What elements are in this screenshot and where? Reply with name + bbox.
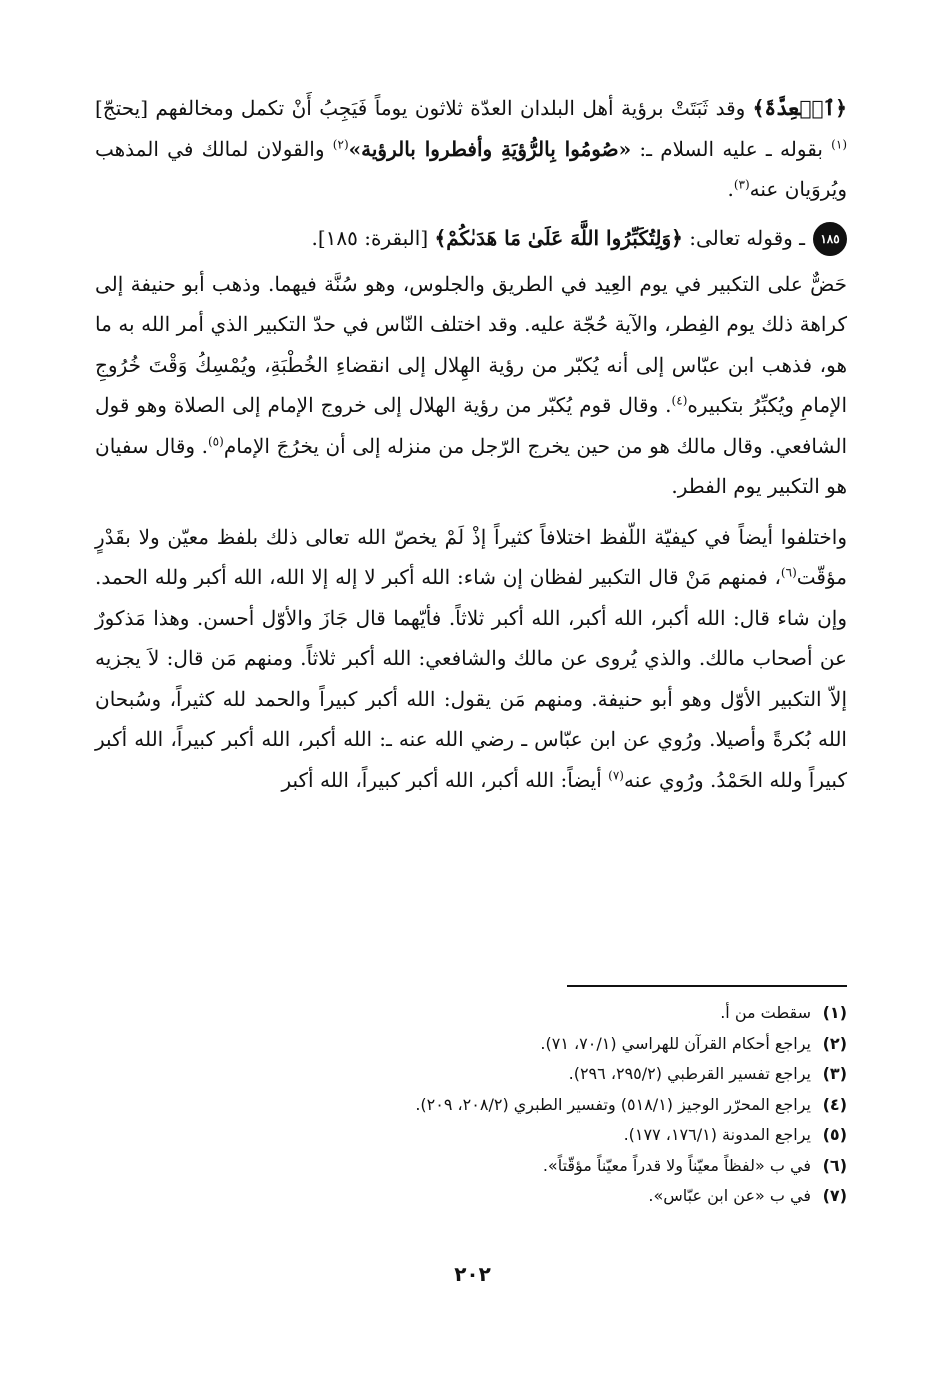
footnote-separator — [567, 985, 847, 987]
quran-word: ﴿ٱلۡعِدَّةَ﴾ — [752, 96, 847, 120]
footnote-text: يراجع المدونة (١٧٦/١، ١٧٧). — [623, 1125, 811, 1144]
footnote-item — [147, 1029, 847, 1060]
footnote-item — [147, 1090, 847, 1121]
quran-verse: ﴿وَلِتُكَبِّرُوا اللَّهَ عَلَىٰ مَا هَدَىٰكُمْ﴾ — [434, 225, 683, 250]
footnote-item — [147, 1059, 847, 1090]
text: ، فمنهم مَنْ قال التكبير لفظان إن شاء: الله أكبر لا إله إلا الله، الله أكبر ولله الحمد. وإن شاء قال: الله أكبر، الله أكبر، الله أكبر ثلاثاً. فأيّهما قال جَازَ والأوّل أحسن. وهذا مَذكورٌ عن أصحاب مالك. والذي يُروى عن مالك والشافعي: الله أكبر ثلاثاً. ومنهم مَن قال: لاَ يجزيه إلاّ التكبير الأوّل وهو أبو حنيفة. ومنهم مَن يقول: الله أكبر كبيراً والحمد لله كثيراً، وسُبحان الله بُكرةً وأصيلا. ورُوي عن ابن عبّاس ـ رضي الله عنه ـ: الله أكبر، الله أكبر كبيراً، الله أكبر كبيراً ولله الحَمْدُ. ورُوي عنه — [95, 565, 847, 792]
text: . — [727, 177, 734, 201]
hadith-quote: «صُومُوا بِالرُّؤيَةِ وأفطروا بالرؤية» — [348, 136, 632, 161]
footnote-number: (٤) — [822, 1094, 847, 1114]
footnote-number: (٦) — [822, 1155, 847, 1175]
footnote-text: في ب «عن ابن عبّاس». — [648, 1186, 811, 1205]
text: . وقال سفيان هو التكبير يوم الفطر. — [95, 433, 847, 498]
footnote-ref[interactable]: (١) — [831, 136, 847, 151]
footnote-number: (٣) — [822, 1064, 847, 1083]
footnote-number: (١) — [822, 1003, 847, 1022]
verse-citation: [البقرة: ١٨٥]. — [311, 225, 435, 250]
text: . وقال قوم يُكبّر من رؤية الهلال إلى خروج الإمام إلى الصلاة وهو قول الشافعي. وقال مالك هو من حين يخرج الرّجل من منزله إلى أن يخرُجَ الإمام — [95, 393, 847, 458]
text: بقوله ـ عليه السلام ـ: — [631, 136, 832, 161]
verse-number-badge: ١٨٥ — [813, 222, 847, 256]
text: أيضاً: الله أكبر، الله أكبر كبيراً، الله أكبر — [281, 767, 609, 792]
footnote-item — [147, 1120, 847, 1151]
text: واختلفوا أيضاً في كيفيّة اللّفظ اختلافاً كثيراً إذْ لَمْ يخصّ الله تعالى ذلك بلفظ معيّن ولا بقَدْرٍ مؤقّت — [95, 524, 847, 589]
page-body — [95, 88, 847, 800]
footnote-text: سقطت من أ. — [720, 1003, 811, 1022]
footnote-ref[interactable]: (٥) — [207, 433, 224, 448]
footnote-text: يراجع أحكام القرآن للهراسي (٧٠/١، ٧١). — [540, 1033, 811, 1053]
footnote-text: في ب «لفظاً معيّناً ولا قدراً معيّناً مؤقّتاً». — [542, 1155, 811, 1175]
footnote-ref[interactable]: (٤) — [671, 393, 688, 408]
footnote-text: يراجع تفسير القرطبي (٢٩٥/٢، ٢٩٦). — [568, 1064, 811, 1083]
footnote-ref[interactable]: (٣) — [733, 177, 750, 192]
footnote-ref[interactable]: (٦) — [780, 565, 797, 580]
footnote-number: (٥) — [822, 1125, 847, 1144]
text: والقولان لمالك في المذهب ويُروَيان عنه — [95, 136, 847, 201]
text: حَضٌّ على التكبير في يوم العِيد في الطريق والجلوس، وهو سُنَّة فيهما. وذهب أبو حنيفة إلى كراهة ذلك يوم الفِطر، والآية حُجّة عليه. وقد اختلف النّاس في حدّ التكبير الذي أمر الله به ما هو، فذهب ابن عبّاس إلى أنه يُكبّر من رؤية الهِلال إلى انقضاءِ الخُطْبَةِ، ويُمْسِكُ وَقْتَ خُرُوجِ الإمامِ ويُكبِّرُ بتكبيره — [95, 271, 848, 417]
footnote-number: (٢) — [822, 1033, 847, 1053]
verse-heading — [95, 216, 847, 260]
paragraph-2 — [95, 264, 847, 507]
paragraph-1 — [95, 88, 847, 210]
footnotes — [147, 998, 847, 1212]
text: ـ وقوله تعالى: — [682, 225, 805, 250]
footnote-text: يراجع المحرّر الوجيز (٥١٨/١) وتفسير الطبري (٢٠٨/٢، ٢٠٩). — [415, 1094, 811, 1114]
footnote-item — [147, 1151, 847, 1182]
footnote-ref[interactable]: (٧) — [608, 767, 624, 782]
page-number: ٢٠٢ — [454, 1262, 491, 1286]
footnote-number: (٧) — [822, 1186, 847, 1205]
paragraph-3 — [95, 517, 847, 801]
footnote-ref[interactable]: (٢) — [332, 136, 349, 151]
footnote-item — [147, 998, 847, 1029]
text: وقد ثَبَتَتْ برؤية أهل البلدان العدّة ثلاثون يوماً فَيَجِبُ أَنْ تكمل ومخالفهم [يحتجّ] — [95, 96, 753, 120]
footnote-item — [147, 1181, 847, 1212]
